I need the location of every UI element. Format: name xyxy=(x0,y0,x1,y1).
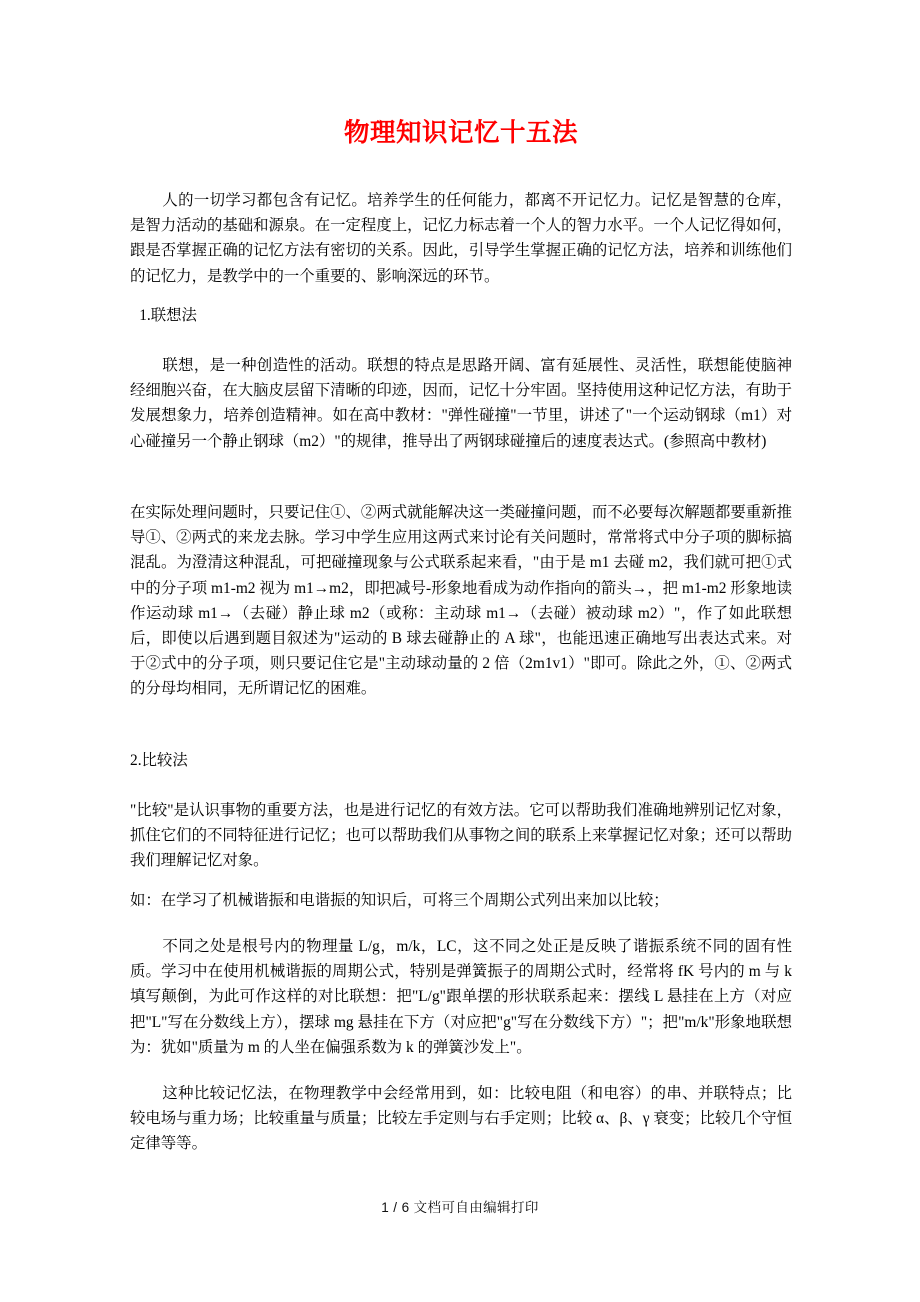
section-2-heading-block xyxy=(130,748,792,773)
section-2-paragraph-4: 这种比较记忆法，在物理教学中会经常用到，如：比较电阻（和电容）的串、并联特点；比较电场与重力场；比较重量与质量；比较左手定则与右手定则；比较 α、β、γ 衰变；比较几个守恒定律等等。 xyxy=(130,1085,792,1153)
intro-paragraph-block xyxy=(130,188,792,289)
section-2-paragraph-2: 如：在学习了机械谐振和电谐振的知识后，可将三个周期公式列出来加以比较； xyxy=(130,892,669,909)
intro-paragraph: 人的一切学习都包含有记忆。培养学生的任何能力，都离不开记忆力。记忆是智慧的仓库，是智力活动的基础和源泉。在一定程度上，记忆力标志着一个人的智力水平。一个人记忆得如何，跟是否掌握正确的记忆方法有密切的关系。因此，引导学生掌握正确的记忆方法，培养和训练他们的记忆力，是教学中的一个重要的、影响深远的环节。 xyxy=(130,192,792,285)
section-2-paragraph-2-block xyxy=(130,888,792,913)
section-2-paragraph-3: 不同之处是根号内的物理量 L/g，m/k，LC，这不同之处正是反映了谐振系统不同的固有性质。学习中在使用机械谐振的周期公式，特别是弹簧振子的周期公式时，经常将 fK 号内的 m 与 k 填写颠倒，为此可作这样的对比联想：把"L/g"跟单摆的形状联系起来：摆线 L 悬挂在上方（对应把"L"写在分数线上方），摆球 mg 悬挂在下方（对应把"g"写在分数线下方）"；把"m/k"形象地联想为：犹如"质量为 m 的人坐在偏强系数为 k 的弹簧沙发上"。 xyxy=(130,938,792,1056)
page-title: 物理知识记忆十五法 xyxy=(343,118,578,147)
section-heading-1: 1.联想法 xyxy=(139,307,197,324)
section-2-paragraph-1: "比较"是认识事物的重要方法，也是进行记忆的有效方法。它可以帮助我们准确地辨别记忆对象，抓住它们的不同特征进行记忆；也可以帮助我们从事物之间的联系上来掌握记忆对象；还可以帮助我们理解记忆对象。 xyxy=(130,802,792,870)
section-heading-2: 2.比较法 xyxy=(130,752,188,769)
page-footer: 1 / 6 文档可自由编辑打印 xyxy=(381,1200,539,1215)
section-1-paragraph-1-block xyxy=(130,353,792,454)
section-2-paragraph-3-block xyxy=(130,934,792,1060)
section-2-paragraph-1-block xyxy=(130,798,792,874)
section-1-paragraph-2: 在实际处理问题时，只要记住①、②两式就能解决这一类碰撞问题，而不必要每次解题都要重新推导①、②两式的来龙去脉。学习中学生应用这两式来讨论有关问题时，常常将式中分子项的脚标搞混乱。为澄清这种混乱，可把碰撞现象与公式联系起来看，"由于是 m1 去碰 m2，我们就可把①式中的分子项 m1-m2 视为 m1→m2，即把减号-形象地看成为动作指向的箭头→，把 m1-m2 形象地读作运动球 m1→（去碰）静止球 m2（或称：主动球 m1→（去碰）被动球 m2）"，作了如此联想后，即使以后遇到题目叙述为"运动的 B 球去碰静止的 A 球"，也能迅速正确地写出表达式来。对于②式中的分子项，则只要记住它是"主动球动量的 2 倍（2m1v1）"即可。除此之外，①、②两式的分母均相同，无所谓记忆的困难。 xyxy=(130,504,792,698)
section-2-paragraph-4-block xyxy=(130,1081,792,1157)
section-1-paragraph-2-block xyxy=(130,500,792,702)
section-1-paragraph-1: 联想，是一种创造性的活动。联想的特点是思路开阔、富有延展性、灵活性，联想能使脑神经细胞兴奋，在大脑皮层留下清晰的印迹，因而，记忆十分牢固。坚持使用这种记忆方法，有助于发展想象力，培养创造精神。如在高中教材："弹性碰撞"一节里，讲述了"一个运动钢球（m1）对心碰撞另一个静止钢球（m2）"的规律，推导出了两钢球碰撞后的速度表达式。(参照高中教材) xyxy=(130,357,792,450)
section-1-heading-block xyxy=(130,303,792,328)
